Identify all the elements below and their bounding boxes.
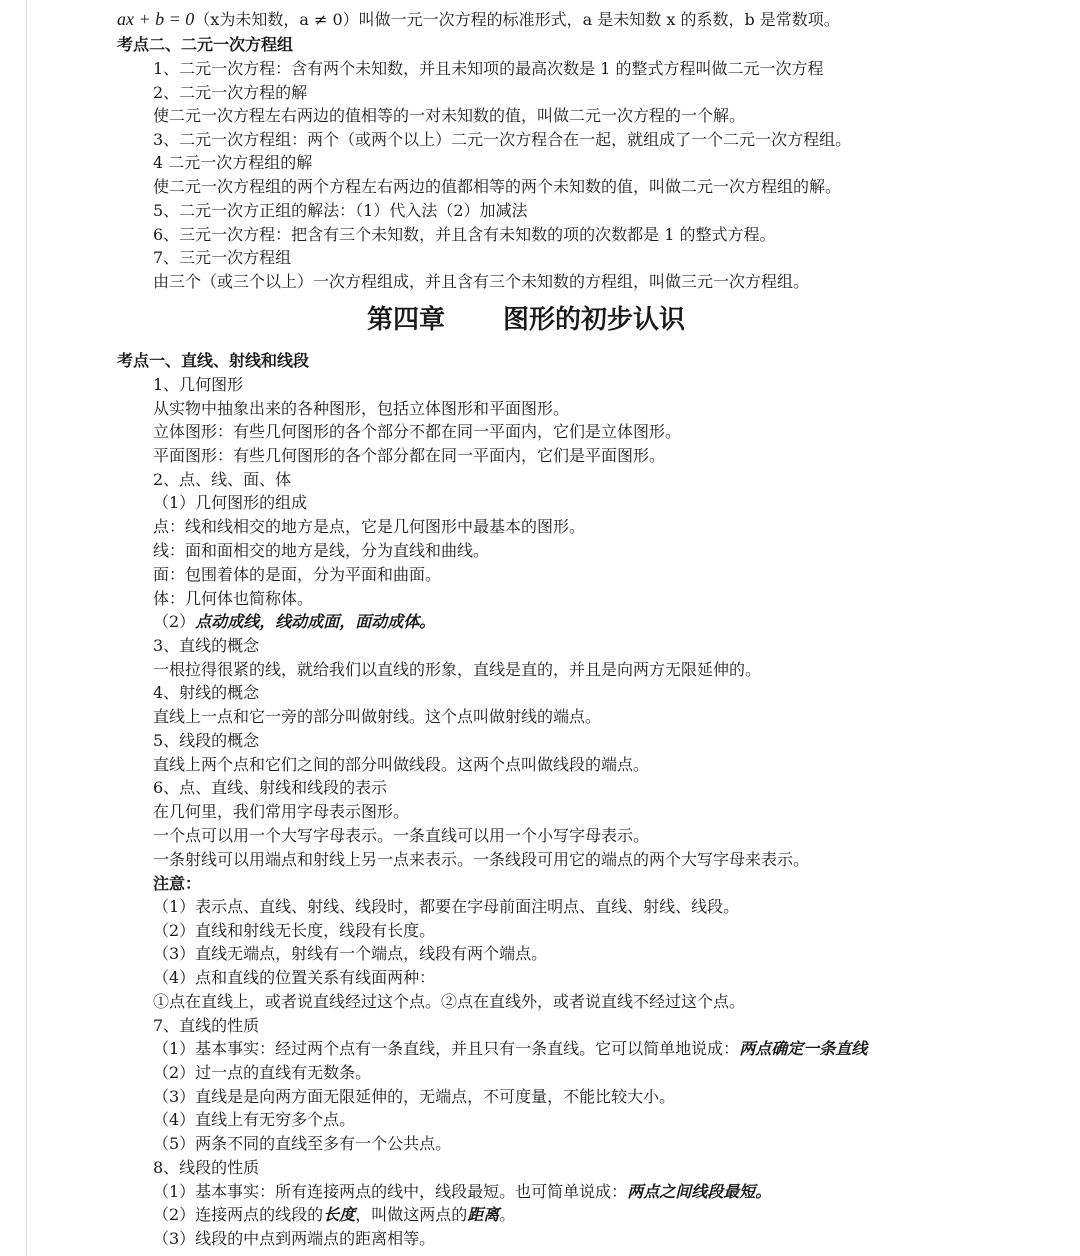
text-prefix: （1）基本事实：经过两个点有一条直线，并且只有一条直线。它可以简单地说成：: [153, 1039, 740, 1058]
text-line: 6、点、直线、射线和线段的表示: [153, 778, 388, 797]
text-line: 直线上两个点和它们之间的部分叫做线段。这两个点叫做线段的端点。: [153, 755, 650, 774]
text-line: 1、二元一次方程：含有两个未知数，并且未知项的最高次数是 1 的整式方程叫做二元一次方程: [153, 59, 824, 78]
text-line-emphasis: [153, 1039, 867, 1059]
text-line: 线：面和面相交的地方是线，分为直线和曲线。: [153, 541, 490, 560]
text-line: （4）点和直线的位置关系有线面两种：: [153, 968, 436, 987]
text-line: 一条射线可以用端点和射线上另一点来表示。一条线段可用它的端点的两个大写字母来表示。: [153, 850, 810, 869]
text-prefix: （1）基本事实：所有连接两点的线中，线段最短。也可简单说成：: [153, 1182, 628, 1201]
chapter-title: [367, 304, 685, 336]
text-line: （1）表示点、直线、射线、线段时，都要在字母前面注明点、直线、射线、线段。: [153, 897, 740, 916]
text-line: （5）两条不同的直线至多有一个公共点。: [153, 1134, 452, 1153]
text-line: 由三个（或三个以上）一次方程组成，并且含有三个未知数的方程组，叫做三元一次方程组。: [153, 272, 810, 291]
text-line: 从实物中抽象出来的各种图形，包括立体图形和平面图形。: [153, 399, 570, 418]
text-line: 3、二元一次方程组：两个（或两个以上）二元一次方程合在一起，就组成了一个二元一次方程组。: [153, 130, 852, 149]
text-line: （1）几何图形的组成: [153, 493, 308, 512]
text-line: （3）线段的中点到两端点的距离相等。: [153, 1229, 436, 1248]
text-line: 7、三元一次方程组: [153, 248, 292, 267]
text-line-emphasis: [153, 1205, 515, 1225]
text-line: （4）直线上有无穷多个点。: [153, 1110, 356, 1129]
text-line: 6、三元一次方程：把含有三个未知数，并且含有未知数的项的次数都是 1 的整式方程。: [153, 225, 776, 244]
text-line: 4 二元一次方程组的解: [153, 153, 313, 172]
text-line: （3）直线是是向两方面无限延伸的，无端点，不可度量，不能比较大小。: [153, 1087, 676, 1106]
standard-form-line: [117, 9, 840, 30]
emphasis-length: 长度: [323, 1205, 356, 1224]
section-heading-linear-systems: 考点二、二元一次方程组: [117, 35, 294, 54]
emphasis-text: 两点之间线段最短。: [627, 1182, 772, 1201]
text-prefix: （2）连接两点的线段的: [153, 1205, 324, 1224]
text-line: 4、射线的概念: [153, 683, 260, 702]
text-line: 2、二元一次方程的解: [153, 83, 308, 102]
chapter-name: 图形的初步认识: [503, 305, 686, 335]
text-line: 在几何里，我们常用字母表示图形。: [153, 802, 410, 821]
text-line: 5、线段的概念: [153, 731, 260, 750]
text-line-emphasis: [153, 1182, 771, 1202]
text-line: 立体图形：有些几何图形的各个部分不都在同一平面内，它们是立体图形。: [153, 422, 682, 441]
text-line: 体：几何体也简称体。: [153, 589, 314, 608]
text-line: 3、直线的概念: [153, 636, 260, 655]
emphasis-distance: 距离: [467, 1205, 500, 1224]
text-line: （3）直线无端点，射线有一个端点，线段有两个端点。: [153, 944, 548, 963]
text-line: 平面图形：有些几何图形的各个部分都在同一平面内，它们是平面图形。: [153, 446, 666, 465]
text-line: 使二元一次方程组的两个方程左右两边的值都相等的两个未知数的值，叫做二元一次方程组的解。: [153, 177, 842, 196]
text-line: 1、几何图形: [153, 375, 244, 394]
text-line: 8、线段的性质: [153, 1158, 260, 1177]
text-line: 面：包围着体的是面，分为平面和曲面。: [153, 565, 442, 584]
text-line: 一个点可以用一个大写字母表示。一条直线可以用一个小写字母表示。: [153, 826, 650, 845]
text-suffix: 。: [499, 1205, 516, 1224]
text-line-emphasis: [153, 612, 435, 632]
chapter-number: 第四章: [367, 305, 446, 335]
emphasis-text: 点动成线，线动成面，面动成体。: [195, 612, 436, 631]
text-line: （2）过一点的直线有无数条。: [153, 1063, 372, 1082]
text-line: 直线上一点和它一旁的部分叫做射线。这个点叫做射线的端点。: [153, 707, 602, 726]
text-line: 点：线和线相交的地方是点，它是几何图形中最基本的图形。: [153, 517, 586, 536]
text-middle: ，叫做这两点的: [355, 1205, 468, 1224]
standard-form-text: （x为未知数，a ≠ 0）叫做一元一次方程的标准形式，a 是未知数 x 的系数，b 是常数项。: [194, 10, 840, 29]
text-line: 一根拉得很紧的线，就给我们以直线的形象，直线是直的，并且是向两方无限延伸的。: [153, 660, 762, 679]
text-line: 7、直线的性质: [153, 1016, 260, 1035]
note-heading: 注意：: [153, 874, 202, 893]
text-line: 使二元一次方程左右两边的值相等的一对未知数的值，叫做二元一次方程的一个解。: [153, 106, 746, 125]
text-line: 5、二元一次方正组的解法：（1）代入法（2）加减法: [153, 201, 528, 220]
text-line: ①点在直线上，或者说直线经过这个点。②点在直线外，或者说直线不经过这个点。: [153, 992, 746, 1011]
equation-math: ax + b = 0: [117, 9, 195, 29]
page-left-rule: [26, 0, 27, 1256]
text-line: （2）直线和射线无长度，线段有长度。: [153, 921, 436, 940]
text-prefix: （2）: [153, 612, 196, 631]
text-line: 2、点、线、面、体: [153, 470, 292, 489]
section-heading-lines: 考点一、直线、射线和线段: [117, 351, 310, 370]
emphasis-text: 两点确定一条直线: [739, 1039, 868, 1058]
